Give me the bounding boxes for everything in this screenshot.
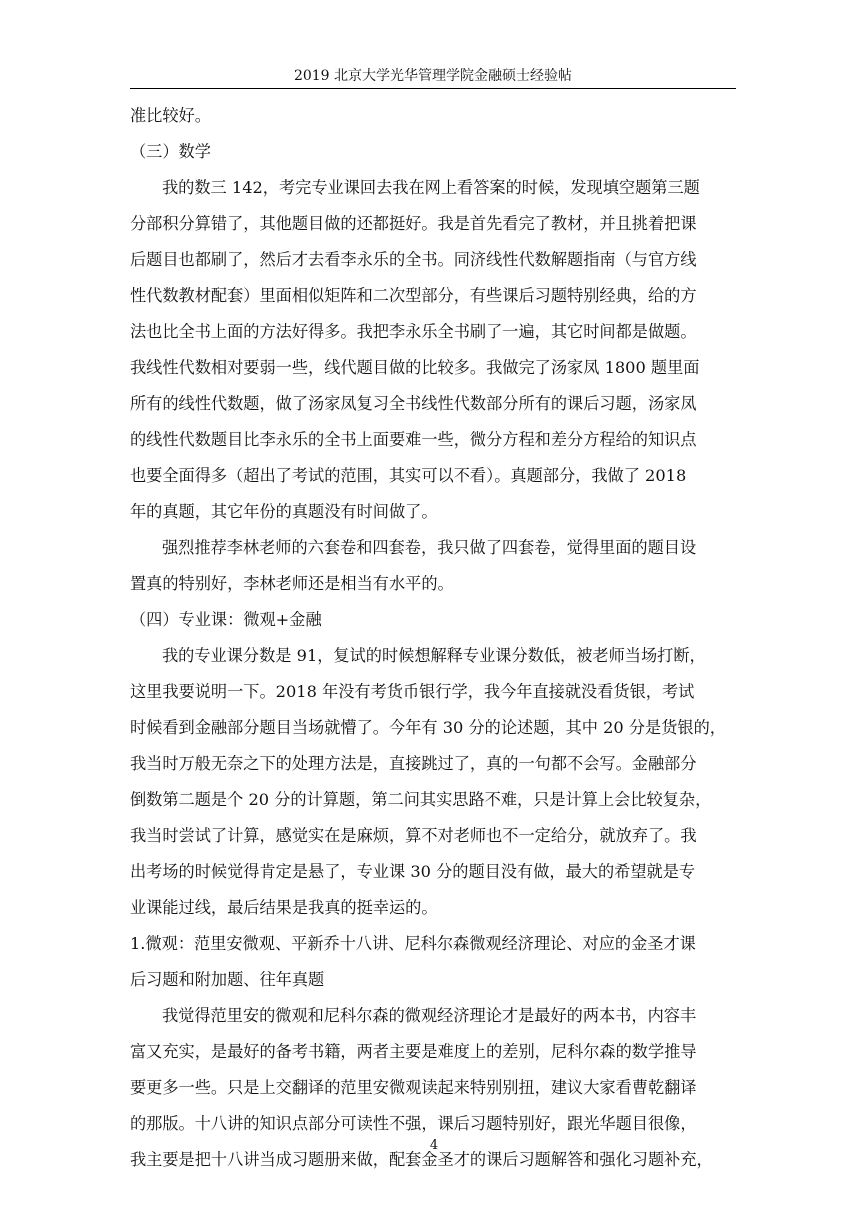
paragraph-line: 法也比全书上面的方法好得多。我把李永乐全书刷了一遍，其它时间都是做题。 — [130, 322, 697, 341]
paragraph-line: 分部积分算错了，其他题目做的还都挺好。我是首先看完了教材，并且挑着把课 — [130, 214, 697, 233]
paragraph-line: 要更多一些。只是上交翻译的范里安微观读起来特别别扭，建议大家看曹乾翻译 — [130, 1078, 697, 1097]
header-rule — [130, 88, 736, 89]
page-number: 4 — [429, 1138, 439, 1153]
paragraph-line: 后题目也都刷了，然后才去看李永乐的全书。同济线性代数解题指南（与官方线 — [130, 250, 697, 269]
paragraph-line: 出考场的时候觉得肯定是悬了，专业课 30 分的题目没有做，最大的希望就是专 — [130, 862, 696, 881]
section-heading-major: （四）专业课：微观+金融 — [130, 610, 322, 629]
paragraph-line: 的线性代数题目比李永乐的全书上面要难一些，微分方程和差分方程给的知识点 — [130, 430, 697, 449]
paragraph-line: 这里我要说明一下。2018 年没有考货币银行学，我今年直接就没看货银，考试 — [130, 682, 695, 701]
paragraph-line: 我主要是把十八讲当成习题册来做，配套金圣才的课后习题解答和强化习题补充， — [130, 1150, 713, 1169]
paragraph-line: 倒数第二题是个 20 分的计算题，第二问其实思路不难，只是计算上会比较复杂， — [130, 790, 712, 809]
paragraph-line: 我线性代数相对要弱一些，线代题目做的比较多。我做完了汤家凤 1800 题里面 — [130, 358, 700, 377]
paragraph-line: 性代数教材配套）里面相似矩阵和二次型部分，有些课后习题特别经典，给的方 — [130, 286, 697, 305]
list-item-heading: 后习题和附加题、往年真题 — [130, 970, 325, 989]
paragraph-line: 置真的特别好，李林老师还是相当有水平的。 — [130, 574, 454, 593]
list-item-heading: 1.微观：范里安微观、平新乔十八讲、尼科尔森微观经济理论、对应的金圣才课 — [130, 934, 696, 953]
paragraph-line: 我觉得范里安的微观和尼科尔森的微观经济理论才是最好的两本书，内容丰 — [162, 1006, 697, 1025]
text-line: 准比较好。 — [130, 106, 211, 125]
paragraph-line: 我的专业课分数是 91，复试的时候想解释专业课分数低，被老师当场打断， — [162, 646, 706, 665]
paragraph-line: 我的数三 142，考完专业课回去我在网上看答案的时候，发现填空题第三题 — [162, 178, 700, 197]
paragraph-line: 我当时万般无奈之下的处理方法是，直接跳过了，真的一句都不会写。金融部分 — [130, 754, 697, 773]
section-heading-math: （三）数学 — [130, 142, 211, 161]
paragraph-line: 富又充实，是最好的备考书籍，两者主要是难度上的差别，尼科尔森的数学推导 — [130, 1042, 697, 1061]
paragraph-line: 我当时尝试了计算，感觉实在是麻烦，算不对老师也不一定给分，就放弃了。我 — [130, 826, 697, 845]
paragraph-line: 的那版。十八讲的知识点部分可读性不强，课后习题特别好，跟光华题目很像， — [130, 1114, 697, 1133]
document-body — [130, 98, 742, 1178]
paragraph-line: 所有的线性代数题，做了汤家凤复习全书线性代数部分所有的课后习题，汤家凤 — [130, 394, 697, 413]
paragraph-line: 年的真题，其它年份的真题没有时间做了。 — [130, 502, 438, 521]
paragraph-line: 强烈推荐李林老师的六套卷和四套卷，我只做了四套卷，觉得里面的题目设 — [162, 538, 697, 557]
page-header: 2019 北京大学光华管理学院金融硕士经验帖 — [293, 68, 573, 84]
paragraph-line: 业课能过线，最后结果是我真的挺幸运的。 — [130, 898, 438, 917]
paragraph-line: 也要全面得多（超出了考试的范围，其实可以不看）。真题部分，我做了 2018 — [130, 466, 687, 485]
paragraph-line: 时候看到金融部分题目当场就懵了。今年有 30 分的论述题，其中 20 分是货银的， — [130, 718, 726, 737]
